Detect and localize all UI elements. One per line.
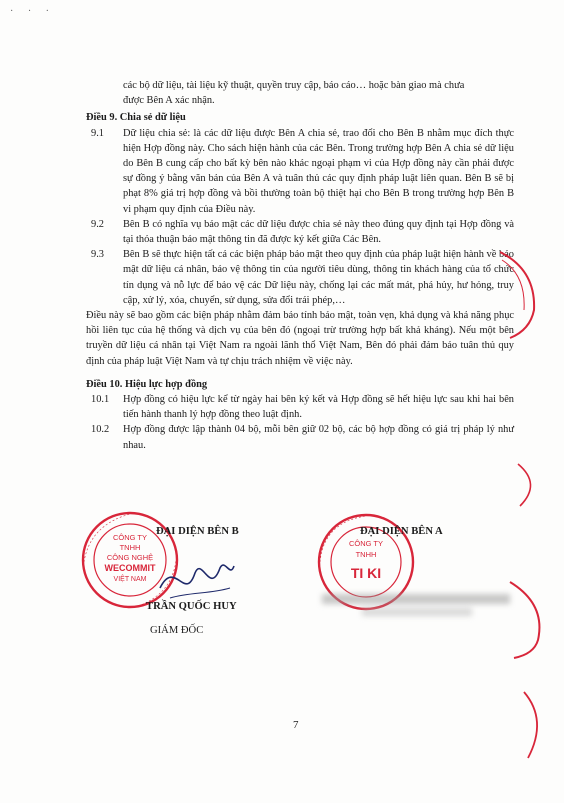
party-a-title: ĐẠI DIỆN BÊN A: [360, 526, 443, 537]
clause-text: Dữ liệu chia sẻ: là các dữ liệu được Bên A chia sẻ, trao đổi cho Bên B nhằm mục đích thực hiện Hợp đồng này. Cho sách hiện hành của các Bên. Trong trường hợp Bên A chia sẻ dữ liệu do Bên B cung cấp cho bất kỳ bên nào khác ngoại phạm vi của Hợp đồng này cần phải được sự đồng ý bằng văn bản của Bên A và tuân thủ các quy định pháp luật liên quan. Bên B sẽ bị phạt 8% giá trị hợp đồng và bồi thường toàn bộ thiệt hại cho Bên B trong trường hợp Bên B vi phạm quy định của Điều này.: [123, 127, 514, 215]
party-b-signer-name: TRẦN QUỐC HUY: [146, 601, 237, 612]
seal-line: CÔNG TY: [348, 539, 384, 548]
seal-line: TNHH: [119, 543, 141, 552]
redacted-signer-name: [322, 590, 512, 620]
page-number: 7: [293, 719, 299, 731]
seal-line: CÔNG NGHỆ: [106, 553, 154, 562]
clause-text: Hợp đồng có hiệu lực kể từ ngày hai bên ký kết và Hợp đồng sẽ hết hiệu lực sau khi hai bên tiến hành thanh lý hợp đồng theo luật định.: [123, 394, 514, 421]
signature-party-b: [150, 548, 240, 608]
clause-number: 9.3: [91, 249, 104, 261]
seal-line: TI KI: [350, 565, 382, 581]
clause-number: 9.1: [91, 127, 104, 139]
clause-10-2: [86, 422, 514, 452]
article-10-heading: Điều 10. Hiệu lực hợp đồng: [86, 378, 208, 390]
intro-line: các bộ dữ liệu, tài liệu kỹ thuật, quyền truy cập, báo cáo… hoặc bàn giao mà chưa: [123, 80, 465, 91]
clause-9-3-continuation: Điều này sẽ bao gồm các biện pháp nhằm đảm bảo tính bảo mật, toàn vẹn, khả dụng và khả năng phục hồi liên tục của hệ thống và dịch vụ của bên đó (ngoại trừ trường hợp bất khả kháng). Nếu một bên truyền dữ liệu cá nhân tại Việt Nam ra ngoài lãnh thổ Việt Nam, Bên đó phải đảm bảo tuân thủ quy định của pháp luật Việt Nam và tự chịu trách nhiệm về việc này.: [86, 310, 514, 367]
clause-number: 10.1: [91, 394, 110, 406]
clause-text: Bên B sẽ thực hiện tất cả các biện pháp bảo mật theo quy định của pháp luật hiện hành về bảo mật dữ liệu cá nhân, bảo vệ thông tin của người tiêu dùng, thông tin khách hàng của tổ chức tín dụng và nỗ lực để bảo vệ các Dữ liệu này, chống lại các mất mát, phá hủy, hư hỏng, truy cập, xử lý, xóa, chuyển, sử dụng, sửa đổi trái phép,…: [123, 249, 514, 306]
clause-9-3: [86, 247, 514, 308]
clause-text: Bên B có nghĩa vụ bảo mật các dữ liệu được chia sẻ này theo đúng quy định tại Hợp đồng và tại thỏa thuận bảo mật thông tin đã được ký kết giữa Các Bên.: [123, 218, 514, 246]
article-9-heading: Điều 9. Chia sẻ dữ liệu: [86, 112, 186, 124]
party-b-title: ĐẠI DIỆN BÊN B: [156, 526, 239, 537]
intro-line: được Bên A xác nhận.: [123, 95, 215, 107]
edge-seal-mark: [508, 580, 548, 660]
party-b-signer-role: GIÁM ĐỐC: [150, 625, 204, 636]
seal-line: CÔNG TY: [112, 533, 148, 542]
clause-9-1: [86, 126, 514, 217]
clause-10-1: [86, 392, 514, 422]
clause-number: 10.2: [91, 424, 110, 436]
edge-seal-mark: [500, 250, 540, 340]
clause-9-2: [86, 217, 514, 247]
edge-seal-mark: [520, 690, 550, 760]
intro-paragraph: [86, 78, 514, 108]
seal-line: VIỆT NAM: [113, 576, 147, 583]
contract-body: [86, 78, 514, 453]
clause-text: Hợp đồng được lập thành 04 bộ, mỗi bên giữ 02 bộ, các bộ hợp đồng có giá trị pháp lý như nhau.: [123, 424, 514, 451]
seal-line: WECOMMIT: [104, 563, 156, 573]
edge-seal-mark: [514, 460, 544, 510]
seal-line: TNHH: [355, 550, 377, 559]
scan-marks: · · ·: [10, 6, 55, 17]
clause-number: 9.2: [91, 218, 104, 230]
